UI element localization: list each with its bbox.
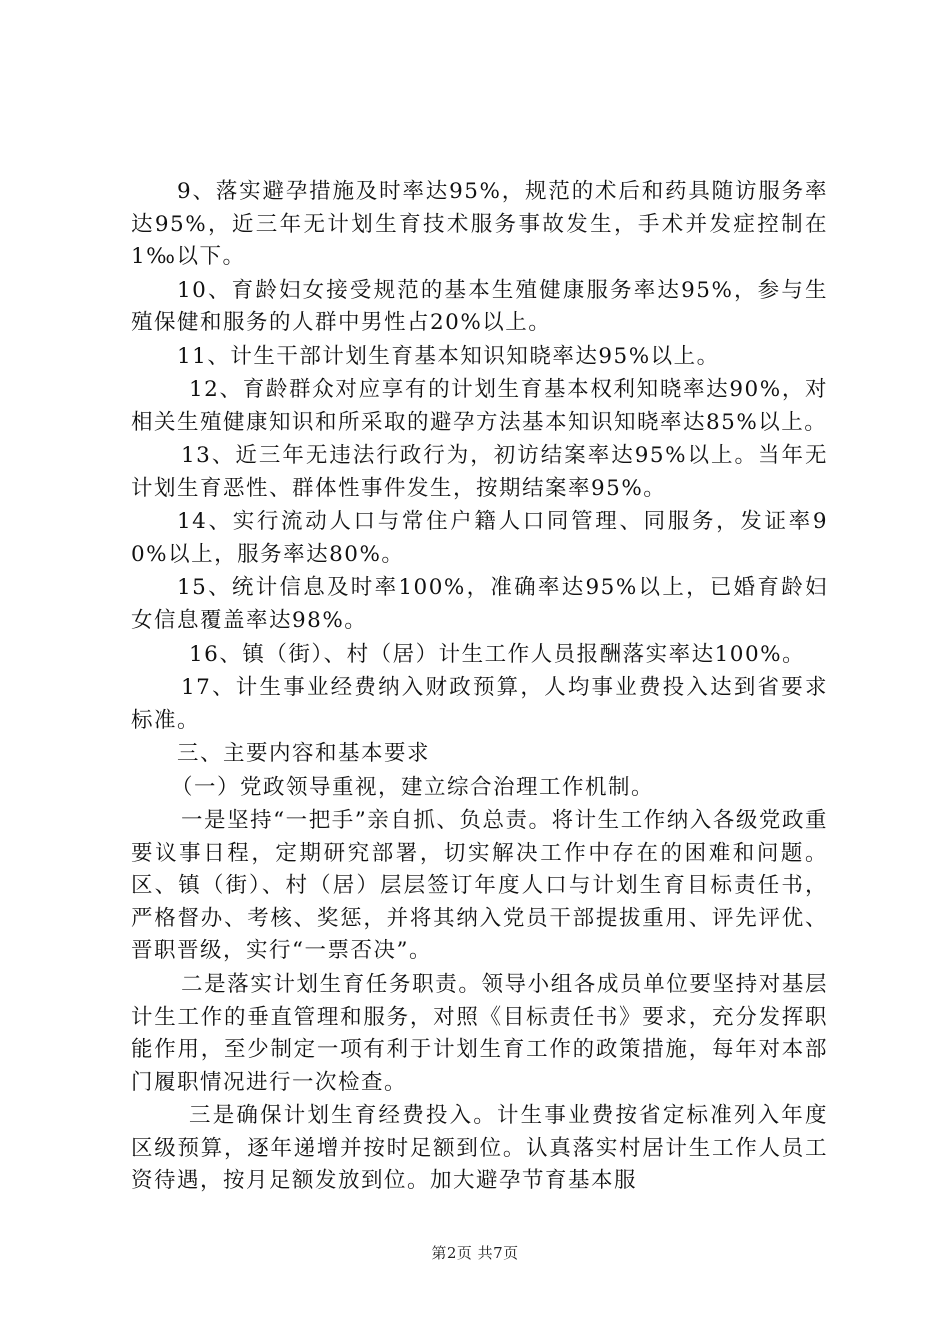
- paragraph-item-11: 11、计生干部计划生育基本知识知晓率达95%以上。: [177, 343, 720, 369]
- paragraph-point-3: 三是确保计划生育经费投入。计生事业费按省定标准列入年度区级预算，逐年递增并按时足额到位。认真落实村居计生工作人员工资待遇，按月足额发放到位。加大避孕节育基本服: [131, 1103, 828, 1194]
- paragraph-item-12: 12、育龄群众对应享有的计划生育基本权利知晓率达90%，对相关生殖健康知识和所采取的避孕方法基本知识知晓率达85%以上。: [131, 377, 828, 435]
- paragraph-point-1: 一是坚持“一把手”亲自抓、负总责。将计生工作纳入各级党政重要议事日程，定期研究部署，切实解决工作中存在的困难和问题。区、镇（街）、村（居）层层签订年度人口与计划生育目标责任书，严格督办、考核、奖惩，并将其纳入党员干部提拔重用、评先评优、晋职晋级，实行“一票否决”。: [131, 808, 828, 964]
- paragraph-item-16: 16、镇（街）、村（居）计生工作人员报酬落实率达100%。: [189, 641, 806, 667]
- document-body: [131, 176, 828, 1199]
- paragraph-item-15: 15、统计信息及时率100%，准确率达95%以上，已婚育龄妇女信息覆盖率达98%。: [131, 575, 828, 634]
- paragraph-item-14: 14、实行流动人口与常住户籍人口同管理、同服务，发证率90%以上，服务率达80%。: [131, 509, 828, 567]
- paragraph-point-2: 二是落实计划生育任务职责。领导小组各成员单位要坚持对基层计生工作的垂直管理和服务，对照《目标责任书》要求，充分发挥职能作用，至少制定一项有利于计划生育工作的政策措施，每年对本部门履职情况进行一次检查。: [131, 971, 828, 1095]
- paragraph-item-9: 9、落实避孕措施及时率达95%，规范的术后和药具随访服务率达95%，近三年无计划生育技术服务事故发生，手术并发症控制在1‰以下。: [131, 179, 828, 270]
- paragraph-item-17: 17、计生事业经费纳入财政预算，人均事业费投入达到省要求标准。: [131, 675, 828, 733]
- paragraph-item-13: 13、近三年无违法行政行为，初访结案率达95%以上。当年无计划生育恶性、群体性事件发生，按期结案率95%。: [131, 443, 828, 501]
- section-heading-3: 三、主要内容和基本要求: [177, 741, 431, 767]
- subsection-heading-1: （一）党政领导重视，建立综合治理工作机制。: [171, 774, 655, 800]
- paragraph-item-10: 10、育龄妇女接受规范的基本生殖健康服务率达95%，参与生殖保健和服务的人群中男性占20%以上。: [131, 277, 828, 336]
- page-number-footer: 第2页 共7页: [431, 1244, 519, 1262]
